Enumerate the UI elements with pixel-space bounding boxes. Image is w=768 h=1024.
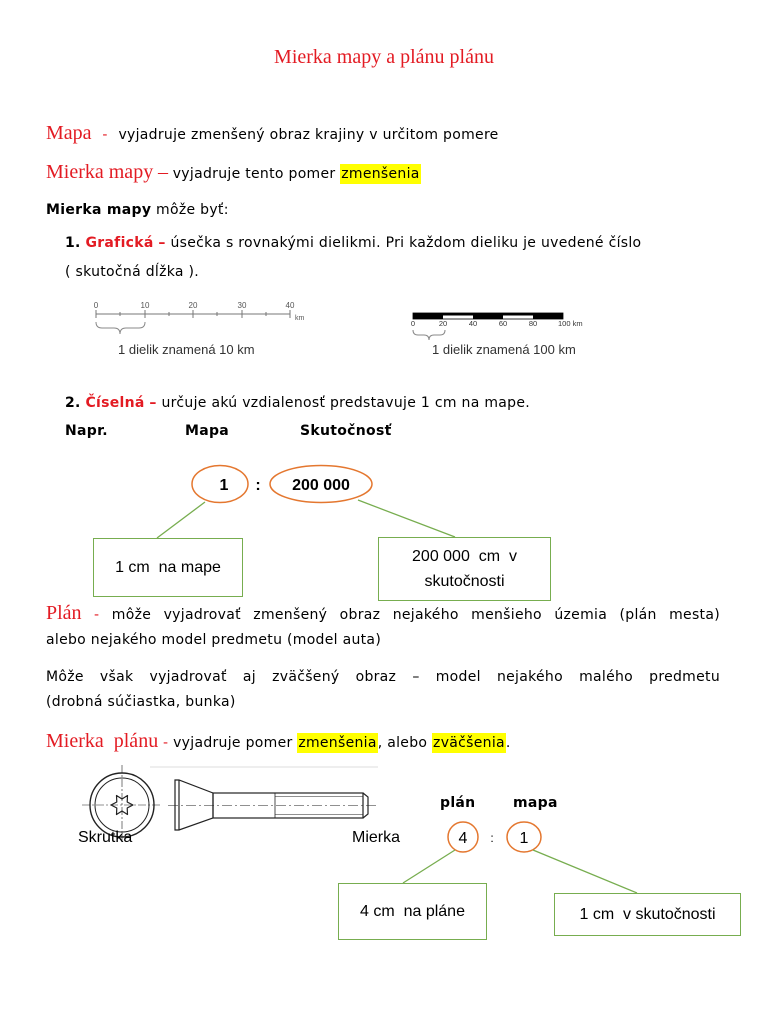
plan-scale-end: . xyxy=(505,735,511,751)
plan-scale-highlight-enlarge: zväčšenia xyxy=(433,735,505,751)
map-definition-text: vyjadruje zmenšený obraz krajiny v určitom pomere xyxy=(118,127,499,143)
scale-types-text: môže byť: xyxy=(156,202,229,218)
scale-bar-10km-tick-label: 0 xyxy=(93,301,99,310)
reality-unit-box xyxy=(378,537,551,601)
plan-text-line2: alebo nejakého model predmetu (model auta) xyxy=(46,632,382,648)
scale-bar-100km-tick-label: 80 xyxy=(528,319,538,328)
plan-enlarge-line1: Môže však vyjadrovať aj zväčšený obraz – model nejakého malého predmetu xyxy=(46,669,720,685)
plan-scale-text: vyjadruje pomer xyxy=(173,735,293,751)
map-scale-definition xyxy=(46,160,421,186)
numeric-number: 2. xyxy=(65,395,81,411)
plan-text: môže vyjadrovať zmenšený obraz nejakého menšieho územia (plán mesta) xyxy=(111,607,720,623)
map-scale-dash: – xyxy=(157,161,168,183)
connector-line xyxy=(403,850,455,883)
scale-bar-100km-tick-label: 60 xyxy=(498,319,508,328)
scale-bar-100km-top-strip xyxy=(413,313,563,316)
example-col-map: Mapa xyxy=(185,423,230,439)
segment-bracket xyxy=(413,330,445,340)
connector-line xyxy=(358,500,455,537)
reality-size-box xyxy=(554,893,741,936)
scale-bar-100km-caption: 1 dielik znamená 100 km xyxy=(432,342,576,357)
graphic-term: Grafická xyxy=(85,235,154,251)
scale-bar-100km-tick-label: 100 km xyxy=(558,319,583,328)
reality-unit-text: 200 000 cm v skutočnosti xyxy=(412,548,522,590)
plan-definition xyxy=(46,601,720,627)
plan-enlarge-line2: (drobná súčiastka, bunka) xyxy=(46,694,236,710)
ratio-right-value: 1 xyxy=(519,830,529,847)
map-scale-term: Mierka mapy xyxy=(46,161,154,183)
map-scale-text: vyjadruje tento pomer xyxy=(172,166,336,182)
scale-bar-100km-tick-label: 40 xyxy=(468,319,478,328)
plan-unit-text: 4 cm na pláne xyxy=(360,903,465,920)
graphic-text: úsečka s rovnakými dielikmi. Pri každom dieliku je uvedené číslo xyxy=(170,235,642,251)
ratio-separator: : xyxy=(490,831,494,845)
connector-line xyxy=(157,502,205,538)
reality-size-text: 1 cm v skutočnosti xyxy=(579,906,716,923)
ratio-separator: : xyxy=(255,477,261,494)
scale-bar-100km-tick-label: 0 xyxy=(410,319,416,328)
plan-unit-box xyxy=(338,883,487,940)
plan-scale-dash: - xyxy=(162,735,169,751)
plan-scale-term: Mierka plánu xyxy=(46,730,159,752)
scale-bar-10km-unit: km xyxy=(295,315,305,322)
scale-bar-10km-caption: 1 dielik znamená 10 km xyxy=(118,342,255,357)
plan-scale-mid: , alebo xyxy=(377,735,428,751)
plan-scale-highlight-reduce: zmenšenia xyxy=(298,735,377,751)
scale-bar-10km-tick-label: 40 xyxy=(285,301,295,310)
map-dash: - xyxy=(102,127,108,143)
connector-line xyxy=(533,850,637,893)
numeric-term: Číselná xyxy=(85,395,145,411)
scale-bar-10km-tick-label: 10 xyxy=(140,301,150,310)
scale-bar-10km-tick-label: 30 xyxy=(237,301,247,310)
map-unit-box xyxy=(93,538,243,597)
page-title: Mierka mapy a plánu plánu xyxy=(274,46,494,68)
graphic-dash: – xyxy=(158,235,166,251)
scale-bar-10km-tick-label: 20 xyxy=(188,301,198,310)
graphic-number: 1. xyxy=(65,235,81,251)
numeric-dash: – xyxy=(149,395,157,411)
ratio-right-value: 200 000 xyxy=(292,477,350,494)
scale-types-intro xyxy=(46,201,229,219)
example-col-reality: Skutočnosť xyxy=(300,423,392,439)
example-label: Napr. xyxy=(65,423,108,439)
map-definition xyxy=(46,121,499,147)
screw-label: Skrutka xyxy=(78,829,133,846)
scale-types-bold: Mierka mapy xyxy=(46,202,152,218)
ratio-left-value: 1 xyxy=(219,477,229,494)
ratio-left-value: 4 xyxy=(458,830,468,847)
map-term: Mapa xyxy=(46,122,92,144)
plan-dash: - xyxy=(94,607,100,623)
map-scale-highlight: zmenšenia xyxy=(341,166,420,182)
numeric-scale-item xyxy=(65,394,530,412)
plan-term: Plán xyxy=(46,602,82,624)
map-unit-text: 1 cm na mape xyxy=(115,559,221,576)
screw-col-plan: plán xyxy=(440,795,476,811)
screw-scale-label: Mierka xyxy=(352,829,401,846)
segment-bracket xyxy=(96,322,145,334)
scale-bar-100km-tick-label: 20 xyxy=(438,319,448,328)
screw-col-map: mapa xyxy=(513,795,558,811)
scale-bar-10km xyxy=(80,298,320,340)
numeric-text: určuje akú vzdialenosť predstavuje 1 cm na mape. xyxy=(161,395,531,411)
scale-bar-100km xyxy=(400,302,600,344)
graphic-text-line2: ( skutočná dĺžka ). xyxy=(65,264,200,280)
graphic-scale-item xyxy=(65,234,641,252)
plan-scale-definition xyxy=(46,729,511,755)
ratio-diagram-map xyxy=(80,460,570,542)
